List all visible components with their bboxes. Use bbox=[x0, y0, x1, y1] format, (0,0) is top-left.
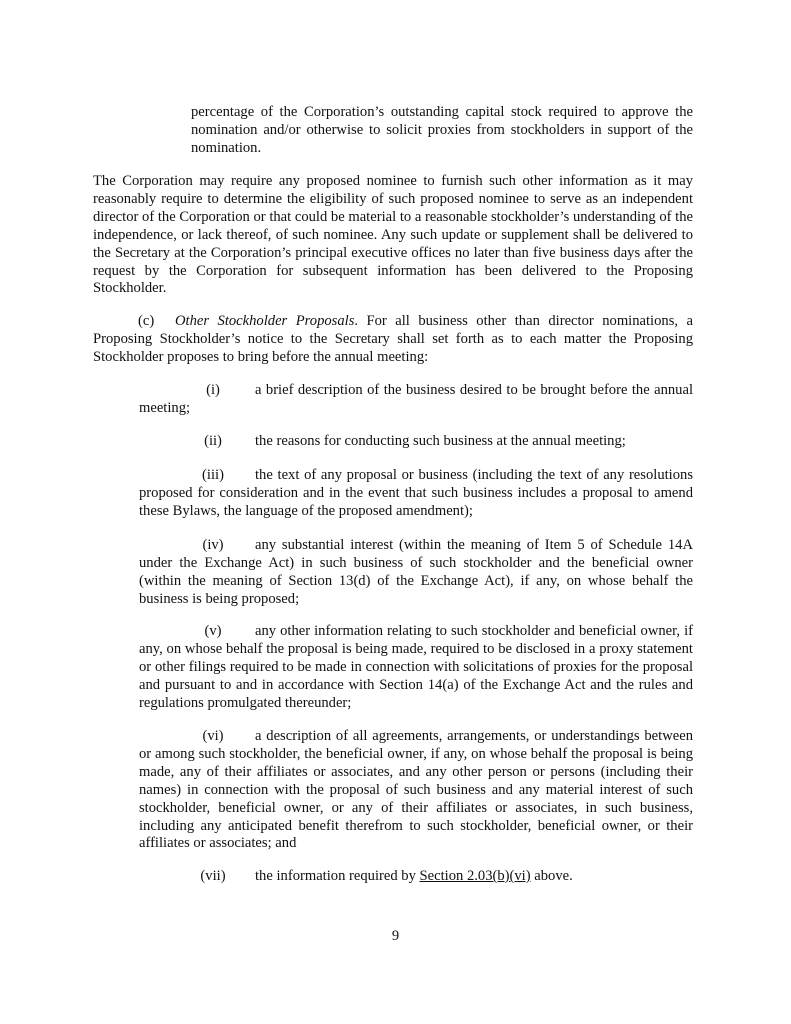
list-item-text: a description of all agreements, arrangements, or understandings between or among such stockholder, the beneficial owner, if any, on whose behalf the proposal is being made, any of their affiliates or associates, and any other person or persons (including their names) in connection with the proposal of such business and any material interest of such stockholder, beneficial owner, or any of their affiliates or associates, in such business, including any anticipated benefit therefrom to such stockholder, beneficial owner, or their affiliates or associates; and bbox=[139, 728, 693, 852]
list-item-text: a brief description of the business desired to be brought before the annual meeting; bbox=[139, 382, 693, 416]
nominee-information-paragraph: The Corporation may require any proposed nominee to furnish such other information as it may reasonably require to determine the eligibility of such proposed nominee to serve as an independent director of the Corporation or that could be material to a reasonable stockholder’s understanding of the independence, or lack thereof, of such nominee. Any such update or supplement shall be delivered to the Secretary at the Corporation’s principal executive offices no later than five business days after the request by the Corporation for subsequent information has been delivered to the Proposing Stockholder. bbox=[93, 173, 693, 297]
section-c-title-period: . bbox=[354, 313, 359, 329]
list-item-label: (iv) bbox=[202, 537, 224, 553]
list-item-text: the reasons for conducting such business at the annual meeting; bbox=[255, 433, 626, 449]
list-item-text: any other information relating to such stockholder and beneficial owner, if any, on whose behalf the proposal is being made, required to be disclosed in a proxy statement or other filings required to be made in connection with solicitations of proxies for the proposal and pursuant to and in accordance with Section 14(a) of the Exchange Act and the rules and regulations promulgated thereunder; bbox=[139, 623, 693, 711]
list-item-vi bbox=[139, 728, 693, 853]
list-item-label: (vi) bbox=[202, 728, 224, 744]
list-item-vii bbox=[139, 868, 693, 886]
list-item-v bbox=[139, 623, 693, 713]
list-item-label: (ii) bbox=[204, 433, 222, 449]
intro-continuation: percentage of the Corporation’s outstanding capital stock required to approve the nomination and/or otherwise to solicit proxies from stockholders in support of the nomination. bbox=[191, 104, 693, 156]
list-item-label: (vii) bbox=[200, 868, 226, 884]
section-reference-link[interactable]: Section 2.03(b)(vi) bbox=[419, 868, 531, 884]
list-item-label: (v) bbox=[204, 623, 222, 639]
list-item-text-after: above. bbox=[530, 868, 573, 884]
list-item-iv bbox=[139, 537, 693, 609]
list-item-ii bbox=[139, 433, 693, 451]
list-item-label: (i) bbox=[206, 382, 220, 398]
section-c-body: For all business other than director nominations, a Proposing Stockholder’s notice to the Secretary shall set forth as to each matter the Proposing Stockholder proposes to bring before the annual meeting: bbox=[93, 313, 693, 365]
list-item-text-before: the information required by bbox=[255, 868, 420, 884]
list-item-label: (iii) bbox=[202, 467, 224, 483]
list-item-iii bbox=[139, 467, 693, 521]
section-c-paragraph bbox=[93, 313, 693, 367]
list-item-text: the text of any proposal or business (including the text of any resolutions proposed for consideration and in the event that such business includes a proposal to amend these Bylaws, the language of the proposed amendment); bbox=[139, 467, 693, 519]
section-c-title: Other Stockholder Proposals bbox=[175, 313, 355, 329]
list-item-text: any substantial interest (within the meaning of Item 5 of Schedule 14A under the Exchange Act) in such business of such stockholder and the beneficial owner (within the meaning of Section 13(d) of the Exchange Act), if any, on whose behalf the business is being proposed; bbox=[139, 537, 693, 607]
list-item-i bbox=[139, 382, 693, 418]
section-c-label: (c) bbox=[138, 313, 155, 329]
page-number: 9 bbox=[391, 928, 400, 944]
